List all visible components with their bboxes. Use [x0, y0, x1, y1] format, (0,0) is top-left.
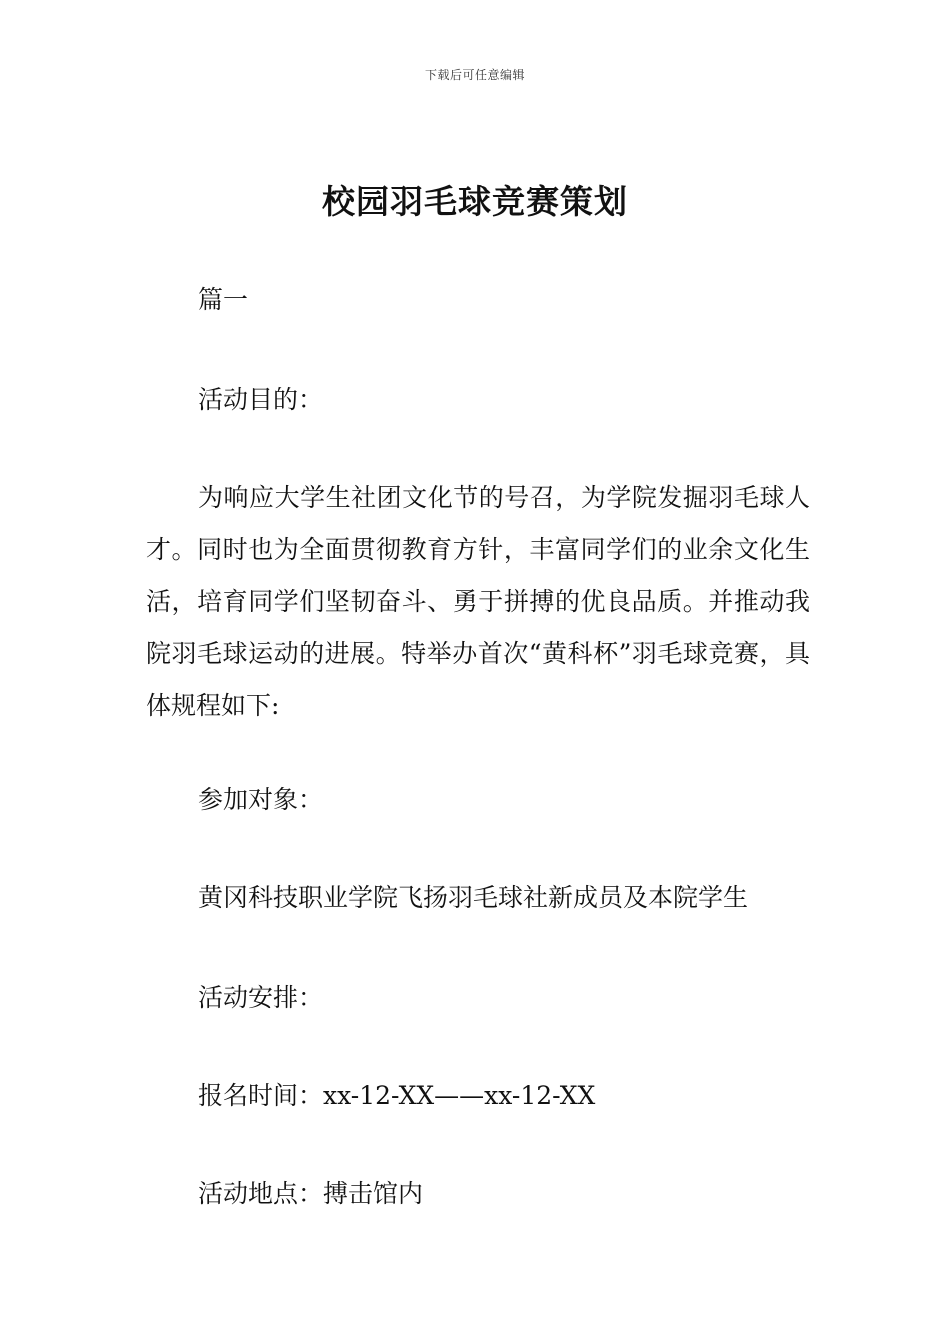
participants-paragraph: 黄冈科技职业学院飞扬羽毛球社新成员及本院学生 [198, 883, 749, 912]
registration-time: 报名时间：xx-12-XX——xx-12-XX [198, 1081, 596, 1110]
activity-location: 活动地点：搏击馆内 [198, 1179, 424, 1208]
purpose-heading: 活动目的： [198, 385, 324, 414]
purpose-paragraph: 为响应大学生社团文化节的号召，为学院发掘羽毛球人才。同时也为全面贯彻教育方针，丰富同学们的业余文化生活，培育同学们坚韧奋斗、勇于拼搏的优良品质。并推动我院羽毛球运动的进展。特举办首次“黄科杯”羽毛球竞赛，具体规程如下: [146, 483, 810, 720]
section-label: 篇一 [198, 285, 249, 314]
document-title: 校园羽毛球竞赛策划 [322, 182, 628, 221]
header-note: 下载后可任意编辑 [424, 68, 525, 82]
participants-heading: 参加对象： [198, 785, 324, 814]
arrangement-heading: 活动安排： [198, 983, 324, 1012]
